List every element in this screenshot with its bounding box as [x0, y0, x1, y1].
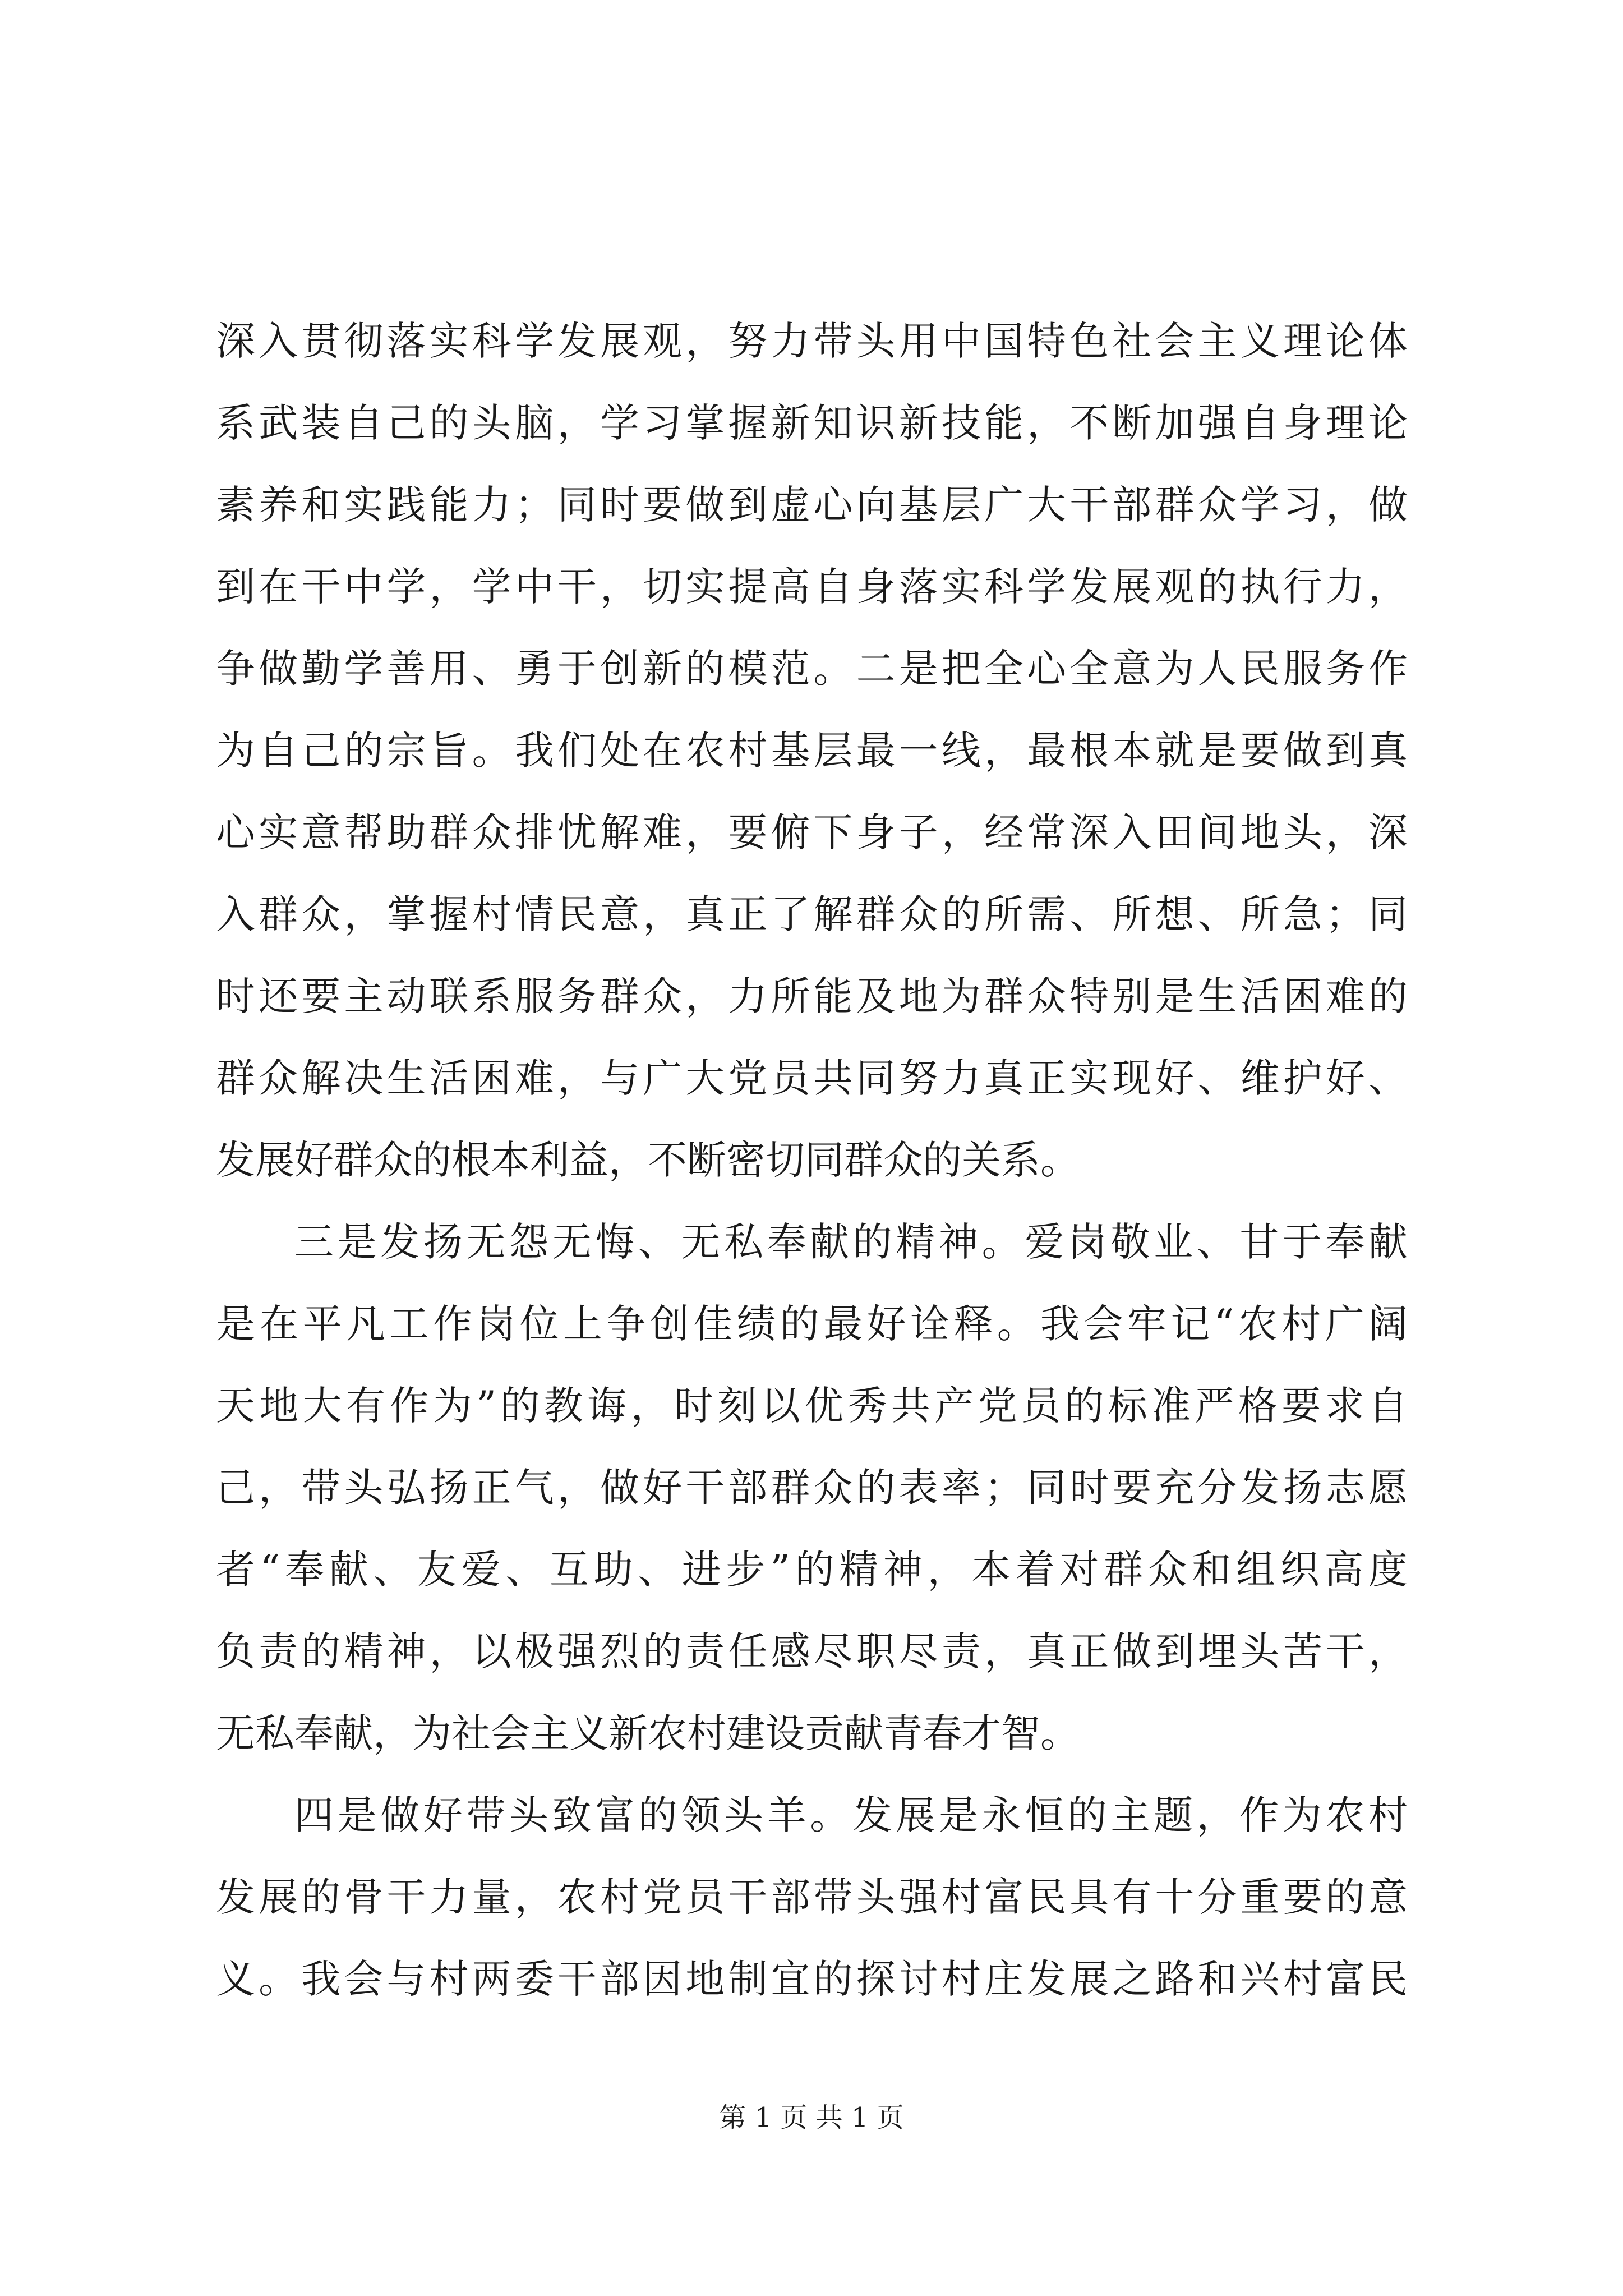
text-line: 是在平凡工作岗位上争创佳绩的最好诠释。我会牢记“农村广阔 — [216, 1301, 1408, 1347]
text-line: 发展的骨干力量，农村党员干部带头强村富民具有十分重要的意 — [216, 1874, 1408, 1920]
text-line: 无私奉献，为社会主义新农村建设贡献青春才智。 — [216, 1710, 1080, 1756]
text-line: 为自己的宗旨。我们处在农村基层最一线，最根本就是要做到真 — [216, 728, 1408, 774]
text-line: 发展好群众的根本利益，不断密切同群众的关系。 — [216, 1137, 1080, 1183]
text-line: 四是做好带头致富的领头羊。发展是永恒的主题，作为农村 — [294, 1792, 1408, 1838]
text-line: 素养和实践能力；同时要做到虚心向基层广大干部群众学习，做 — [216, 482, 1408, 528]
text-line: 争做勤学善用、勇于创新的模范。二是把全心全意为人民服务作 — [216, 646, 1408, 692]
text-line: 心实意帮助群众排忧解难，要俯下身子，经常深入田间地头，深 — [216, 809, 1408, 855]
text-line: 到在干中学，学中干，切实提高自身落实科学发展观的执行力， — [216, 564, 1408, 610]
page-footer: 第 1 页 共 1 页 — [719, 2102, 904, 2133]
document-body — [216, 300, 1408, 2020]
text-line: 天地大有作为”的教诲，时刻以优秀共产党员的标准严格要求自 — [216, 1383, 1408, 1429]
text-line: 三是发扬无怨无悔、无私奉献的精神。爱岗敬业、甘于奉献 — [294, 1219, 1408, 1265]
text-line: 入群众，掌握村情民意，真正了解群众的所需、所想、所急；同 — [216, 891, 1408, 937]
text-line: 义。我会与村两委干部因地制宜的探讨村庄发展之路和兴村富民 — [216, 1956, 1408, 2002]
text-line: 己，带头弘扬正气，做好干部群众的表率；同时要充分发扬志愿 — [216, 1465, 1408, 1511]
text-line: 系武装自己的头脑，学习掌握新知识新技能，不断加强自身理论 — [216, 400, 1408, 446]
text-line: 群众解决生活困难，与广大党员共同努力真正实现好、维护好、 — [216, 1055, 1408, 1101]
text-line: 深入贯彻落实科学发展观，努力带头用中国特色社会主义理论体 — [216, 318, 1408, 364]
text-line: 者“奉献、友爱、互助、进步”的精神，本着对群众和组织高度 — [216, 1547, 1408, 1593]
text-line: 时还要主动联系服务群众，力所能及地为群众特别是生活困难的 — [216, 973, 1408, 1019]
text-line: 负责的精神，以极强烈的责任感尽职尽责，真正做到埋头苦干， — [216, 1628, 1408, 1674]
